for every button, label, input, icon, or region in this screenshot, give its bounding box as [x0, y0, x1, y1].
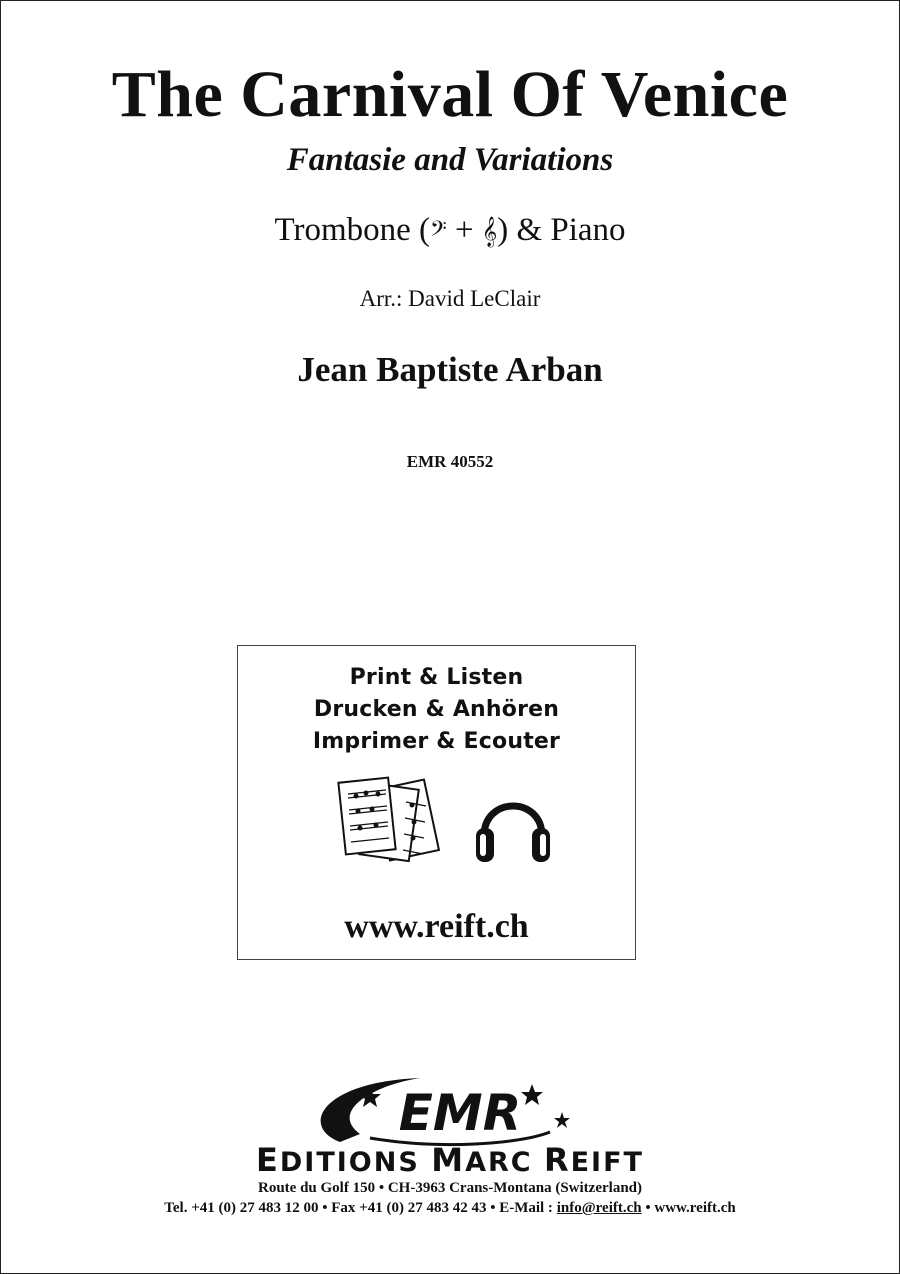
promo-icons [334, 776, 554, 871]
instrumentation [0, 212, 900, 249]
promo-line-english: Print & Listen [349, 665, 524, 690]
contact-suffix: • www.reift.ch [641, 1200, 736, 1216]
publisher-contact [0, 1200, 900, 1217]
email-link[interactable]: info@reift.ch [556, 1200, 642, 1216]
page-title: The Carnival Of Venice [111, 58, 789, 131]
bass-clef-icon: 𝄢 [430, 217, 447, 247]
publisher-name-part: ARC [465, 1147, 544, 1178]
instrumentation-prefix: Trombone ( [274, 212, 430, 248]
composer: Jean Baptiste Arban [297, 350, 603, 389]
promo-url[interactable]: www.reift.ch [344, 908, 529, 945]
publisher-name-part: R [543, 1141, 571, 1179]
emr-logo [300, 1072, 590, 1152]
subtitle: Fantasie and Variations [286, 142, 614, 178]
publisher-name-part: EIFT [570, 1147, 644, 1178]
headphones-icon [476, 806, 550, 862]
contact-prefix: Tel. +41 (0) 27 483 12 00 • Fax +41 (0) 27 483 42 43 • E-Mail : [164, 1200, 557, 1216]
treble-clef-icon: 𝄞 [481, 217, 498, 247]
arranger: Arr.: David LeClair [359, 286, 541, 311]
instrumentation-plus: + [446, 212, 482, 248]
publisher-name [0, 1141, 900, 1179]
logo-text: EMR [398, 1084, 522, 1142]
publisher-name-part: E [256, 1141, 280, 1179]
promo-line-french: Imprimer & Ecouter [312, 729, 561, 754]
publisher-name-part: DITIONS [279, 1147, 432, 1178]
sheet-music-icon [338, 778, 439, 862]
publisher-address: Route du Golf 150 • CH-3963 Crans-Montana (Switzerland) [258, 1180, 642, 1196]
print-listen-box [237, 645, 636, 960]
instrumentation-suffix: ) & Piano [497, 212, 626, 248]
promo-line-german: Drucken & Anhören [313, 697, 560, 722]
catalog-number: EMR 40552 [406, 452, 494, 471]
publisher-name-part: M [431, 1141, 466, 1179]
